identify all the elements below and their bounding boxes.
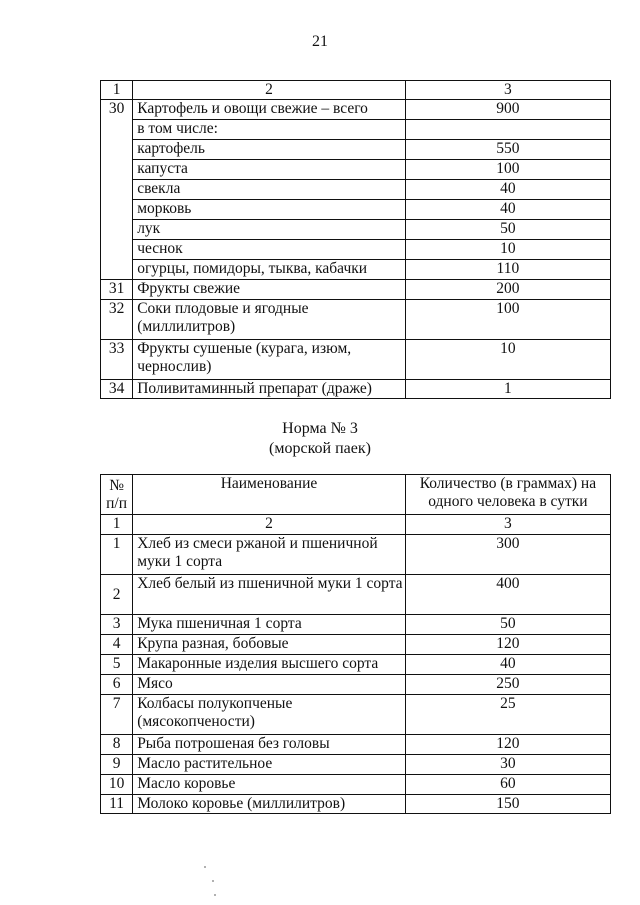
- item-name: Соки плодовые и ягодные (миллилитров): [133, 300, 406, 340]
- item-value: 60: [405, 775, 610, 795]
- item-value: 150: [405, 795, 610, 814]
- table-row: [101, 200, 611, 220]
- naval-ration-table: [100, 474, 611, 814]
- item-value: 40: [405, 655, 610, 675]
- item-value: 200: [405, 280, 610, 300]
- header-row: [101, 475, 611, 515]
- item-value: 120: [405, 635, 610, 655]
- table-row: [101, 635, 611, 655]
- item-name: Макаронные изделия высшего сорта: [133, 655, 406, 675]
- column-index-3: 3: [405, 515, 610, 535]
- item-value: 50: [405, 615, 610, 635]
- table-row: [101, 735, 611, 755]
- item-name: Фрукты свежие: [133, 280, 406, 300]
- item-name: Картофель и овощи свежие – всего: [133, 100, 406, 120]
- scan-speck: [212, 880, 214, 882]
- table-row: [101, 655, 611, 675]
- item-name: Колбасы полукопченые (мясокопчености): [133, 695, 406, 735]
- row-number: 11: [101, 795, 133, 814]
- column-index-3: 3: [405, 81, 610, 100]
- item-name: Мука пшеничная 1 сорта: [133, 615, 406, 635]
- page-number: 21: [312, 33, 328, 50]
- table-row: [101, 120, 611, 140]
- item-value: 50: [405, 220, 610, 240]
- item-value: 900: [405, 100, 610, 120]
- item-value: 110: [405, 260, 610, 280]
- table-row: [101, 220, 611, 240]
- norm-title: Норма № 3: [282, 420, 358, 437]
- item-name: Фрукты сушеные (курага, изюм, чернослив): [133, 340, 406, 380]
- table-row: [101, 280, 611, 300]
- item-name: чеснок: [133, 240, 406, 260]
- item-value: 40: [405, 180, 610, 200]
- item-name: Хлеб из смеси ржаной и пшеничной муки 1 сорта: [133, 535, 406, 575]
- table-row: [101, 180, 611, 200]
- item-value: 300: [405, 535, 610, 575]
- column-index-1: 1: [101, 515, 133, 535]
- row-number: 1: [101, 535, 133, 575]
- table-row: [101, 575, 611, 615]
- food-norm-table-continued: [100, 80, 611, 399]
- table-row: [101, 535, 611, 575]
- item-value: 100: [405, 160, 610, 180]
- row-number: 32: [101, 300, 133, 340]
- item-name: Молоко коровье (миллилитров): [133, 795, 406, 814]
- item-name: капуста: [133, 160, 406, 180]
- table-row: [101, 795, 611, 814]
- item-name: в том числе:: [133, 120, 406, 140]
- item-value: 10: [405, 340, 610, 380]
- item-name: огурцы, помидоры, тыква, кабачки: [133, 260, 406, 280]
- column-header-name: Наименование: [133, 475, 406, 515]
- item-name: картофель: [133, 140, 406, 160]
- scan-speck: [214, 894, 216, 896]
- row-number: 5: [101, 655, 133, 675]
- item-value: 550: [405, 140, 610, 160]
- table-row: [101, 695, 611, 735]
- item-value: 120: [405, 735, 610, 755]
- item-value: [405, 120, 610, 140]
- table-row: [101, 675, 611, 695]
- item-value: 100: [405, 300, 610, 340]
- item-value: 30: [405, 755, 610, 775]
- item-name: Поливитаминный препарат (драже): [133, 380, 406, 399]
- item-name: Хлеб белый из пшеничной муки 1 сорта: [133, 575, 406, 615]
- item-value: 10: [405, 240, 610, 260]
- row-number: 8: [101, 735, 133, 755]
- item-name: свекла: [133, 180, 406, 200]
- row-number: 9: [101, 755, 133, 775]
- item-name: Масло растительное: [133, 755, 406, 775]
- item-value: 1: [405, 380, 610, 399]
- norm-subtitle: (морской паек): [269, 440, 371, 457]
- table-row: [101, 615, 611, 635]
- column-index-row: [101, 515, 611, 535]
- table-row: [101, 100, 611, 120]
- column-index-2: 2: [133, 81, 406, 100]
- table-row: [101, 260, 611, 280]
- column-header-number: № п/п: [101, 475, 133, 515]
- row-number: 7: [101, 695, 133, 735]
- row-number: 3: [101, 615, 133, 635]
- item-name: Масло коровье: [133, 775, 406, 795]
- column-index-1: 1: [101, 81, 133, 100]
- table-row: [101, 380, 611, 399]
- column-header-quantity: Количество (в граммах) на одного человека в сутки: [405, 475, 610, 515]
- scan-speck: [204, 866, 206, 868]
- row-number: 6: [101, 675, 133, 695]
- item-name: Крупа разная, бобовые: [133, 635, 406, 655]
- table-row: [101, 755, 611, 775]
- row-number: 33: [101, 340, 133, 380]
- item-name: Рыба потрошеная без головы: [133, 735, 406, 755]
- table-row: [101, 160, 611, 180]
- item-name: Мясо: [133, 675, 406, 695]
- table-row: [101, 140, 611, 160]
- row-number: 4: [101, 635, 133, 655]
- row-number: 31: [101, 280, 133, 300]
- column-index-2: 2: [133, 515, 406, 535]
- item-value: 40: [405, 200, 610, 220]
- row-number: 10: [101, 775, 133, 795]
- table-row: [101, 340, 611, 380]
- row-number: 30: [101, 100, 133, 280]
- item-value: 400: [405, 575, 610, 615]
- table-row: [101, 240, 611, 260]
- item-value: 25: [405, 695, 610, 735]
- row-number: 2: [101, 575, 133, 615]
- item-value: 250: [405, 675, 610, 695]
- table-row: [101, 775, 611, 795]
- table-row: [101, 300, 611, 340]
- column-index-row: [101, 81, 611, 100]
- item-name: лук: [133, 220, 406, 240]
- item-name: морковь: [133, 200, 406, 220]
- row-number: 34: [101, 380, 133, 399]
